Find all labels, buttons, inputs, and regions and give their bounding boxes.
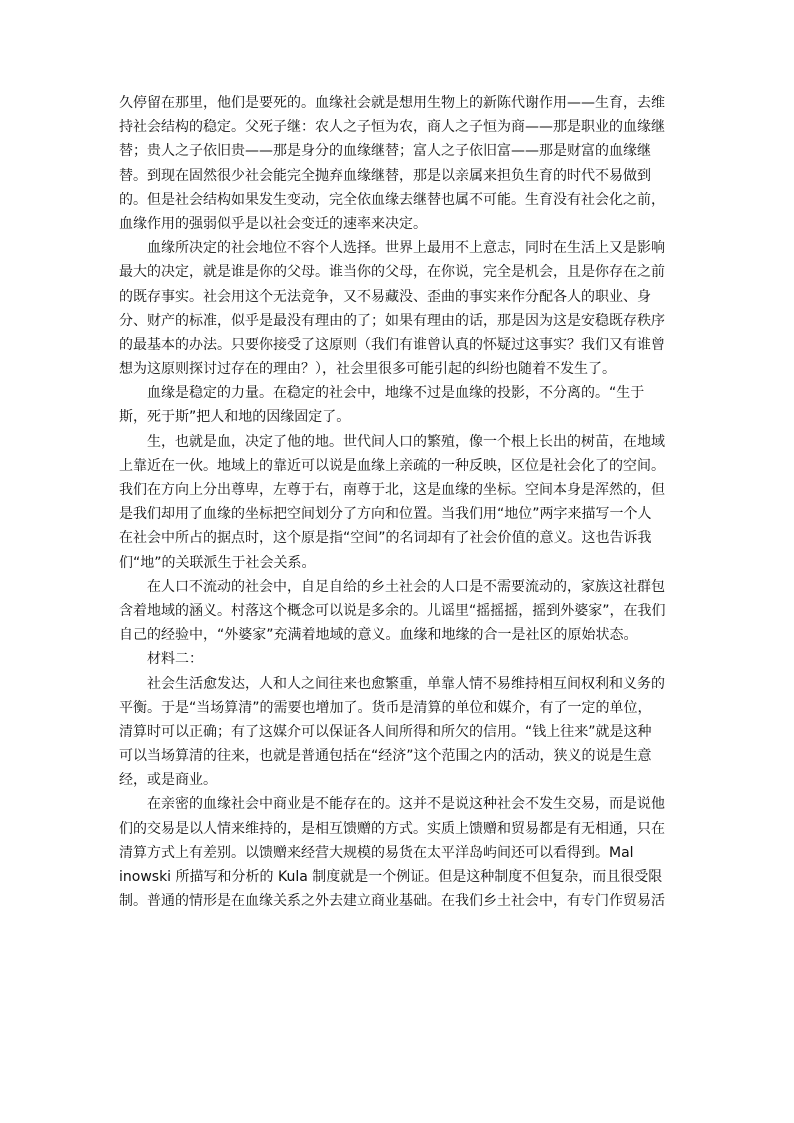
text-line: 社会生活愈发达，人和人之间往来也愈繁重，单靠人情不易维持相互间权利和义务的 <box>147 675 665 692</box>
text-line: 平衡。于是“当场算清”的需要也增加了。货币是清算的单位和媒介，有了一定的单位， <box>119 699 652 716</box>
text-line: 可以当场算清的往来，也就是普通包括在“经济”这个范围之内的活动，狭义的说是生意 <box>119 748 652 765</box>
document-body <box>119 91 679 913</box>
text-line: 们“地”的关联派生于社会关系。 <box>119 554 316 571</box>
text-line: 久停留在那里，他们是要死的。血缘社会就是想用生物上的新陈代谢作用——生育，去维 <box>119 95 665 111</box>
text-line: 自己的经验中，“外婆家”充满着地域的意义。血缘和地缘的合一是社区的原始状态。 <box>119 627 638 644</box>
text-line: 血缘作用的强弱似乎是以社会变迁的速率来决定。 <box>119 215 427 232</box>
text-line: 的。但是社会结构如果发生变动，完全依血缘去继替也属不可能。生育没有社会化之前， <box>119 191 665 208</box>
text-line: 含着地域的涵义。村落这个概念可以说是多余的。儿谣里“摇摇摇，摇到外婆家”，在我们 <box>119 602 666 619</box>
text-line: 最大的决定，就是谁是你的父母。谁当你的父母，在你说，完全是机会，且是你存在之前 <box>119 264 665 281</box>
text-line: 在亲密的血缘社会中商业是不能存在的。这并不是说这种社会不发生交易，而是说他 <box>147 796 665 813</box>
text-line: 们的交易是以人情来维持的，是相互馈赠的方式。实质上馈赠和贸易都是有无相通，只在 <box>119 820 665 837</box>
text-line: 我们在方向上分出尊卑，左尊于右，南尊于北，这是血缘的坐标。空间本身是浑然的，但 <box>119 482 665 498</box>
text-line: 清算方式上有差别。以馈赠来经营大规模的易货在太平洋岛屿间还可以看得到。Mal <box>119 844 634 861</box>
text-line: 清算时可以正确；有了这媒介可以保证各人间所得和所欠的信用。“钱上往来”就是这种 <box>119 723 652 740</box>
text-line: 经，或是商业。 <box>119 772 217 789</box>
text-line: inowski 所描写和分析的 Kula 制度就是一个例证。但是这种制度不但复杂，而且很受限 <box>119 869 663 885</box>
text-line: 的最基本的办法。只要你接受了这原则（我们有谁曾认真的怀疑过这事实？我们又有谁曾 <box>119 336 665 353</box>
text-line: 斯，死于斯”把人和地的因缘固定了。 <box>119 409 351 426</box>
text-line: 在社会中所占的据点时，这个原是指“空间”的名词却有了社会价值的意义。这也告诉我 <box>119 530 652 547</box>
text-line: 分、财产的标准，似乎是最没有理由的了；如果有理由的话，那是因为这是安稳既存秩序 <box>119 312 665 329</box>
text-line: 制。普通的情形是在血缘关系之外去建立商业基础。在我们乡土社会中，有专门作贸易活 <box>119 893 665 910</box>
text-line: 的既存事实。社会用这个无法竞争，又不易藏没、歪曲的事实来作分配各人的职业、身 <box>119 288 651 305</box>
text-line: 血缘是稳定的力量。在稳定的社会中，地缘不过是血缘的投影，不分离的。“生于 <box>147 385 645 402</box>
text-line: 生，也就是血，决定了他的地。世代间人口的繁殖，像一个根上长出的树苗，在地域 <box>147 433 665 450</box>
text-line: 上靠近在一伙。地域上的靠近可以说是血缘上亲疏的一种反映，区位是社会化了的空间。 <box>119 457 665 474</box>
text-line: 替。到现在固然很少社会能完全抛弃血缘继替，那是以亲属来担负生育的时代不易做到 <box>119 167 651 184</box>
text-line: 血缘所决定的社会地位不容个人选择。世界上最用不上意志，同时在生活上又是影响 <box>147 240 665 257</box>
text-line: 想为这原则探讨过存在的理由？），社会里很多可能引起的纠纷也随着不发生了。 <box>119 361 616 378</box>
text-line: 替；贵人之子依旧贵——那是身分的血缘继替；富人之子依旧富——那是财富的血缘继 <box>119 143 651 160</box>
text-line: 材料二： <box>147 651 203 668</box>
text-line: 在人口不流动的社会中，自足自给的乡土社会的人口是不需要流动的，家族这社群包 <box>147 578 665 595</box>
text-line: 是我们却用了血缘的坐标把空间划分了方向和位置。当我们用“地位”两字来描写一个人 <box>119 506 652 523</box>
text-line: 持社会结构的稳定。父死子继：农人之子恒为农，商人之子恒为商——那是职业的血缘继 <box>119 119 665 136</box>
